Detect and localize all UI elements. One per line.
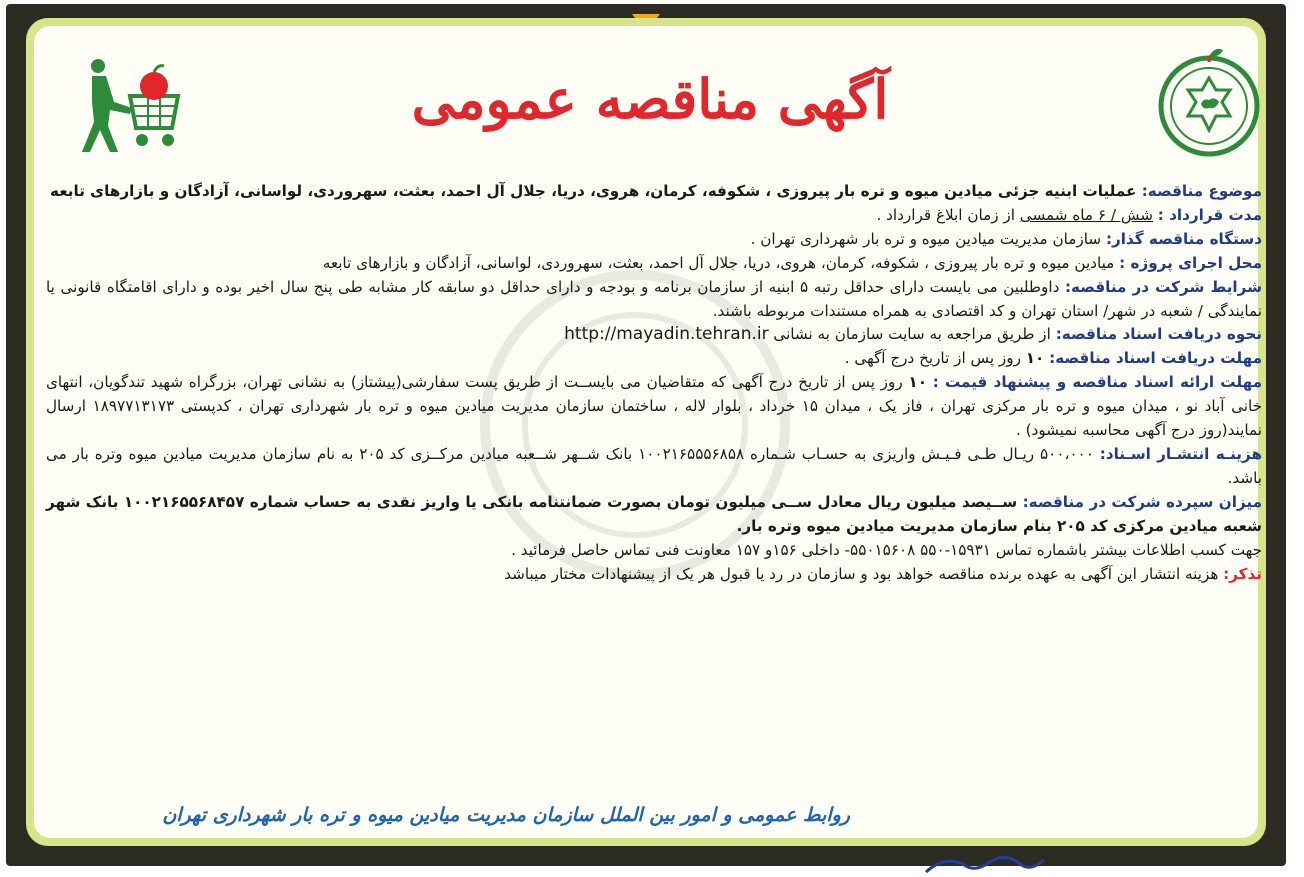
receive-deadline-value: ۱۰ [1025,349,1045,368]
page-title: آگهی مناقصه عمومی [411,67,889,131]
conditions-label: شرایط شرکت در مناقصه: [1064,277,1263,296]
subject-paragraph [46,180,1262,204]
duration-label: مدت قرارداد : [1157,205,1262,224]
receive-deadline-label: مهلت دریافت اسناد مناقصه: [1049,349,1262,368]
tehran-municipality-emblem-icon [1152,42,1266,162]
subject-text: عملیات ابنیه جزئی میادین میوه و تره بار پیروزی ، شکوفه، کرمان، هروی، دریا، جلال آل احمد، بعثت، سهروردی، لواسانی، آزادگان و بازارهای تابعه [50,182,1137,200]
footer-signature: روابط عمومی و امور بین الملل سازمان مدیریت میادین میوه و تره بار شهرداری تهران [162,804,850,826]
handwriting-scribble-icon [920,852,1050,877]
receive-method-label: نحوه دریافت اسناد مناقصه: [1055,325,1262,344]
receive-method-text: از طریق مراجعه به سایت سازمان به نشانی [773,325,1051,344]
contact-text: جهت کسب اطلاعات بیشتر باشماره تماس ۱۵۹۳۱-۵۵۰ ۵۵۰۱۵۶۰۸- داخلی ۱۵۶و ۱۵۷ معاونت فنی تماس حاصل فرمائید . [511,540,1262,559]
deposit-text: ســیصد میلیون ریال معادل ســی میلیون تومان بصورت ضمانتنامه بانکی یا واریز نقدی به حساب شماره ۱۰۰۲۱۶۵۵۶۸۴۵۷ بانک شهر شعبه میادین مرکزی کد ۲۰۵ بنام سازمان مدیریت میادین میوه وتره بار. [46,492,1262,535]
duration-paragraph [46,204,1262,228]
note-paragraph [46,563,1262,587]
location-label: محل اجرای پروژه : [1119,253,1262,272]
location-paragraph [46,252,1262,276]
organizer-label: دستگاه مناقصه گذار: [1105,229,1262,248]
organizer-text: سازمان مدیریت میادین میوه و تره بار شهرداری تهران . [750,229,1102,248]
receive-deadline-paragraph [46,347,1262,371]
publication-fee-label: هزینـه انتشـار اسـناد: [1099,444,1262,463]
note-text: هزینه انتشار این آگهی به عهده برنده مناقصه خواهد بود و سازمان در رد یا قبول هر یک از پیشنهادات مختار میباشد [504,564,1219,583]
submit-deadline-text: روز پس از تاریخ درج آگهی که متقاضیان می بایســت از طریق پست سفارشی(پیشتاز) به نشانی تهران، بزرگراه شهید تندگویان، انتهای خانی آباد نو ، میدان میوه و تره بار مرکزی تهران ، فاز یک ، میدان ۱۵ خرداد ، بلوار لاله ، ساختمان سازمان مدیریت میادین میوه و تره بار شهرداری تهران ، کدپستی ۱۸۹۷۷۱۳۱۷۳ ارسال نمایند(روز درج آگهی محاسبه نمیشود) . [46,373,1263,440]
conditions-paragraph [46,276,1262,324]
publication-fee-paragraph [46,443,1262,491]
receive-deadline-text: روز پس از تاریخ درج آگهی . [844,349,1021,368]
organizer-paragraph [46,228,1262,252]
conditions-text: داوطلبین می بایست دارای حداقل رتبه ۵ ابنیه از سازمان برنامه و بودجه و دارای حداقل دو سابقه کار مشابه طی پنج سال اخیر بوده و دارای اقامتگاه قانونی یا نمایندگی / شعبه در شهر/ استان تهران و کد اقتصادی به همراه مستندات مربوطه باشند. [46,277,1262,320]
subject-label: موضوع مناقصه: [1141,182,1262,200]
tender-body [46,180,1262,586]
duration-value: شش / ۶ ماه شمسی [1019,205,1153,224]
location-text: میادین میوه و تره بار پیروزی ، شکوفه، کرمان، هروی، دریا، جلال آل احمد، بعثت، سهروردی، لواسانی، آزادگان و بازارهای تابعه [322,253,1115,272]
receive-method-paragraph [46,323,1262,347]
submit-deadline-value: ۱۰ [908,373,927,392]
shopping-cart-person-icon [74,56,186,156]
note-label: تذکر: [1223,564,1262,583]
deposit-paragraph [46,491,1262,539]
publication-fee-text: ۵۰۰،۰۰۰ ریـال طـی فـیـش واریزی به حسـاب شـماره ۱۰۰۲۱۶۵۵۵۶۸۵۸ بانک شــهر شــعبه میادین مرکــزی کد ۲۰۵ به نام سازمان مدیریت میادین میوه وتره بار می باشد. [46,444,1262,487]
contact-paragraph [46,539,1262,563]
website-link[interactable]: http://mayadin.tehran.ir [564,324,769,345]
submit-deadline-label: مهلت ارائه اسناد مناقصه و پیشنهاد قیمت : [932,373,1263,392]
duration-rest: از زمان ابلاغ قرارداد . [876,205,1015,224]
submit-deadline-paragraph [46,371,1262,443]
deposit-label: میزان سپرده شرکت در مناقصه: [1022,492,1262,511]
